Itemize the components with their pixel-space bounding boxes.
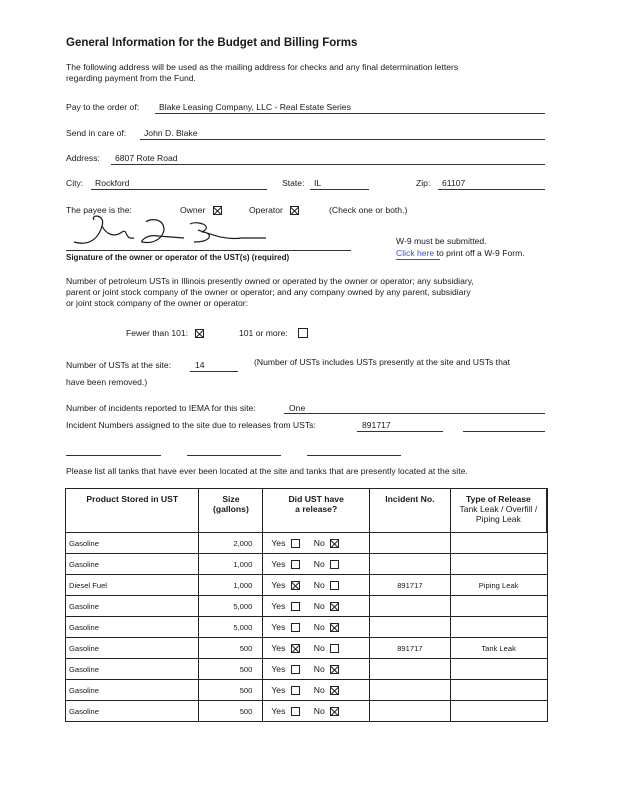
intro-text — [66, 62, 458, 84]
tank-row — [66, 575, 548, 596]
care-of-value[interactable]: John D. Blake — [144, 128, 198, 138]
cell-incident: 891717 — [370, 575, 451, 596]
ust-question-line-3: or joint stock company of the owner or operator: — [66, 298, 248, 308]
yes-checkbox[interactable] — [291, 644, 300, 653]
incidents-value[interactable]: One — [289, 403, 306, 413]
yes-checkbox[interactable] — [291, 665, 300, 674]
zip-label: Zip: — [416, 178, 431, 188]
incident-number-line-3 — [66, 455, 161, 456]
tank-row — [66, 701, 548, 722]
incidents-label: Number of incidents reported to IEMA for this site: — [66, 403, 256, 413]
incident-numbers-label: Incident Numbers assigned to the site due to releases from USTs: — [66, 420, 316, 430]
cell-product: Gasoline — [66, 554, 199, 575]
cell-type — [450, 680, 547, 701]
zip-value[interactable]: 61107 — [442, 178, 466, 188]
cell-type — [450, 554, 547, 575]
cell-incident — [370, 596, 451, 617]
tank-row — [66, 554, 548, 575]
no-checkbox[interactable] — [330, 665, 339, 674]
tanks-intro: Please list all tanks that have ever been located at the site and tanks that are presently located at the site. — [66, 466, 468, 476]
more-option[interactable] — [239, 328, 308, 338]
cell-product: Gasoline — [66, 680, 199, 701]
cell-incident — [370, 554, 451, 575]
cell-size: 5,000 — [199, 617, 263, 638]
tank-row — [66, 617, 548, 638]
cell-release — [263, 575, 370, 596]
yes-checkbox[interactable] — [291, 539, 300, 548]
header-type-line-2: Tank Leak / Overfill / — [459, 504, 538, 514]
cell-incident: 891717 — [370, 638, 451, 659]
usts-note-2: have been removed.) — [66, 377, 148, 387]
header-size-line-2: (gallons) — [213, 504, 249, 514]
w9-click-here-link[interactable]: Click here — [396, 248, 435, 258]
fewer-checkbox[interactable] — [195, 329, 204, 338]
signature-line — [66, 250, 351, 251]
state-value[interactable]: IL — [314, 178, 322, 188]
header-size-line-1: Size — [222, 494, 240, 504]
cell-size: 500 — [199, 680, 263, 701]
cell-type — [450, 596, 547, 617]
w9-print-line — [396, 248, 525, 258]
no-checkbox[interactable] — [330, 560, 339, 569]
cell-size: 1,000 — [199, 554, 263, 575]
no-checkbox[interactable] — [330, 623, 339, 632]
cell-type — [450, 617, 547, 638]
yes-checkbox[interactable] — [291, 581, 300, 590]
intro-line-2: regarding payment from the Fund. — [66, 73, 196, 83]
cell-incident — [370, 533, 451, 554]
ust-question-line-1: Number of petroleum USTs in Illinois presently owned or operated by the owner or operator; any subsidiary, — [66, 276, 474, 286]
cell-size: 2,000 — [199, 533, 263, 554]
no-label: No — [313, 580, 325, 590]
cell-type — [450, 533, 547, 554]
cell-release — [263, 554, 370, 575]
intro-line-1: The following address will be used as the mailing address for checks and any final determination letters — [66, 62, 459, 72]
header-release — [263, 489, 370, 533]
yes-label: Yes — [271, 580, 286, 590]
header-release-line-2: a release? — [295, 504, 338, 514]
payee-is-label: The payee is the: — [66, 205, 132, 215]
care-of-line — [140, 139, 545, 140]
yes-checkbox[interactable] — [291, 602, 300, 611]
header-type — [450, 489, 547, 533]
tanks-table — [65, 488, 548, 722]
more-label: 101 or more: — [239, 328, 288, 338]
more-checkbox[interactable] — [298, 328, 308, 338]
w9-print-text: to print off a W-9 Form. — [434, 248, 525, 258]
cell-release — [263, 533, 370, 554]
cell-product: Gasoline — [66, 659, 199, 680]
check-note: (Check one or both.) — [329, 205, 408, 215]
fewer-option[interactable] — [126, 328, 204, 338]
ust-question — [66, 276, 551, 309]
no-checkbox[interactable] — [330, 539, 339, 548]
no-checkbox[interactable] — [330, 602, 339, 611]
incident-number-line-2 — [463, 431, 545, 432]
header-release-line-1: Did UST have — [288, 494, 344, 504]
header-type-line-1: Type of Release — [465, 494, 531, 504]
address-label: Address: — [66, 153, 100, 163]
usts-site-value[interactable]: 14 — [195, 360, 205, 370]
incident-numbers-value[interactable]: 891717 — [362, 420, 391, 430]
ust-question-line-2: parent or joint stock company of the owner or operator; and any company owned by any parent, subsidiary — [66, 287, 471, 297]
cell-release — [263, 596, 370, 617]
cell-size: 1,000 — [199, 575, 263, 596]
operator-label: Operator — [249, 205, 283, 215]
signature-caption: Signature of the owner or operator of the UST(s) (required) — [66, 253, 290, 262]
usts-site-line — [190, 371, 238, 372]
cell-release — [263, 617, 370, 638]
city-value[interactable]: Rockford — [95, 178, 130, 188]
care-of-label: Send in care of: — [66, 128, 127, 138]
no-label: No — [313, 559, 325, 569]
incident-number-line-5 — [307, 455, 401, 456]
no-label: No — [313, 685, 325, 695]
tank-row — [66, 680, 548, 701]
address-value[interactable]: 6807 Rote Road — [115, 153, 178, 163]
cell-product: Gasoline — [66, 617, 199, 638]
city-label: City: — [66, 178, 84, 188]
tank-row — [66, 533, 548, 554]
cell-release — [263, 638, 370, 659]
pay-to-line — [155, 113, 545, 114]
header-product: Product Stored in UST — [66, 489, 199, 533]
w9-note: W-9 must be submitted. — [396, 236, 487, 246]
cell-size: 5,000 — [199, 596, 263, 617]
cell-type: Tank Leak — [450, 638, 547, 659]
header-type-line-3: Piping Leak — [475, 514, 521, 524]
cell-size: 500 — [199, 659, 263, 680]
pay-to-value[interactable]: Blake Leasing Company, LLC - Real Estate Series — [159, 102, 351, 112]
no-label: No — [313, 664, 325, 674]
cell-product: Gasoline — [66, 701, 199, 722]
yes-label: Yes — [271, 622, 286, 632]
cell-size: 500 — [199, 701, 263, 722]
cell-release — [263, 659, 370, 680]
city-line — [91, 189, 267, 190]
no-label: No — [313, 538, 325, 548]
zip-line — [438, 189, 545, 190]
incidents-line — [284, 413, 545, 414]
yes-label: Yes — [271, 685, 286, 695]
yes-label: Yes — [271, 601, 286, 611]
tank-row — [66, 659, 548, 680]
cell-release — [263, 680, 370, 701]
no-label: No — [313, 643, 325, 653]
no-checkbox[interactable] — [330, 581, 339, 590]
pay-to-label: Pay to the order of: — [66, 102, 140, 112]
no-checkbox[interactable] — [330, 707, 339, 716]
operator-checkbox[interactable] — [290, 206, 299, 215]
yes-label: Yes — [271, 706, 286, 716]
header-incident: Incident No. — [370, 489, 451, 533]
fewer-label: Fewer than 101: — [126, 328, 189, 338]
tank-row — [66, 596, 548, 617]
address-line — [111, 164, 545, 165]
cell-product: Gasoline — [66, 596, 199, 617]
cell-release — [263, 701, 370, 722]
cell-incident — [370, 617, 451, 638]
state-line — [310, 189, 369, 190]
cell-product: Gasoline — [66, 533, 199, 554]
usts-note: (Number of USTs includes USTs presently at the site and USTs that — [254, 357, 511, 367]
cell-product: Gasoline — [66, 638, 199, 659]
cell-incident — [370, 701, 451, 722]
tank-row — [66, 638, 548, 659]
usts-site-label: Number of USTs at the site: — [66, 360, 172, 370]
no-label: No — [313, 706, 325, 716]
cell-product: Diesel Fuel — [66, 575, 199, 596]
yes-checkbox[interactable] — [291, 623, 300, 632]
no-label: No — [313, 622, 325, 632]
yes-checkbox[interactable] — [291, 560, 300, 569]
cell-size: 500 — [199, 638, 263, 659]
header-size — [199, 489, 263, 533]
owner-label: Owner — [180, 205, 206, 215]
page-title: General Information for the Budget and Billing Forms — [66, 37, 358, 49]
cell-type: Piping Leak — [450, 575, 547, 596]
state-label: State: — [282, 178, 305, 188]
yes-checkbox[interactable] — [291, 707, 300, 716]
yes-label: Yes — [271, 538, 286, 548]
no-label: No — [313, 601, 325, 611]
cell-type — [450, 701, 547, 722]
no-checkbox[interactable] — [330, 686, 339, 695]
tanks-header-row — [66, 489, 548, 533]
no-checkbox[interactable] — [330, 644, 339, 653]
yes-label: Yes — [271, 664, 286, 674]
yes-label: Yes — [271, 559, 286, 569]
cell-incident — [370, 680, 451, 701]
incident-number-line-4 — [187, 455, 281, 456]
signature-image — [66, 212, 286, 254]
cell-incident — [370, 659, 451, 680]
yes-label: Yes — [271, 643, 286, 653]
w9-link-underline — [396, 259, 440, 260]
incident-number-line-1 — [357, 431, 443, 432]
yes-checkbox[interactable] — [291, 686, 300, 695]
cell-type — [450, 659, 547, 680]
